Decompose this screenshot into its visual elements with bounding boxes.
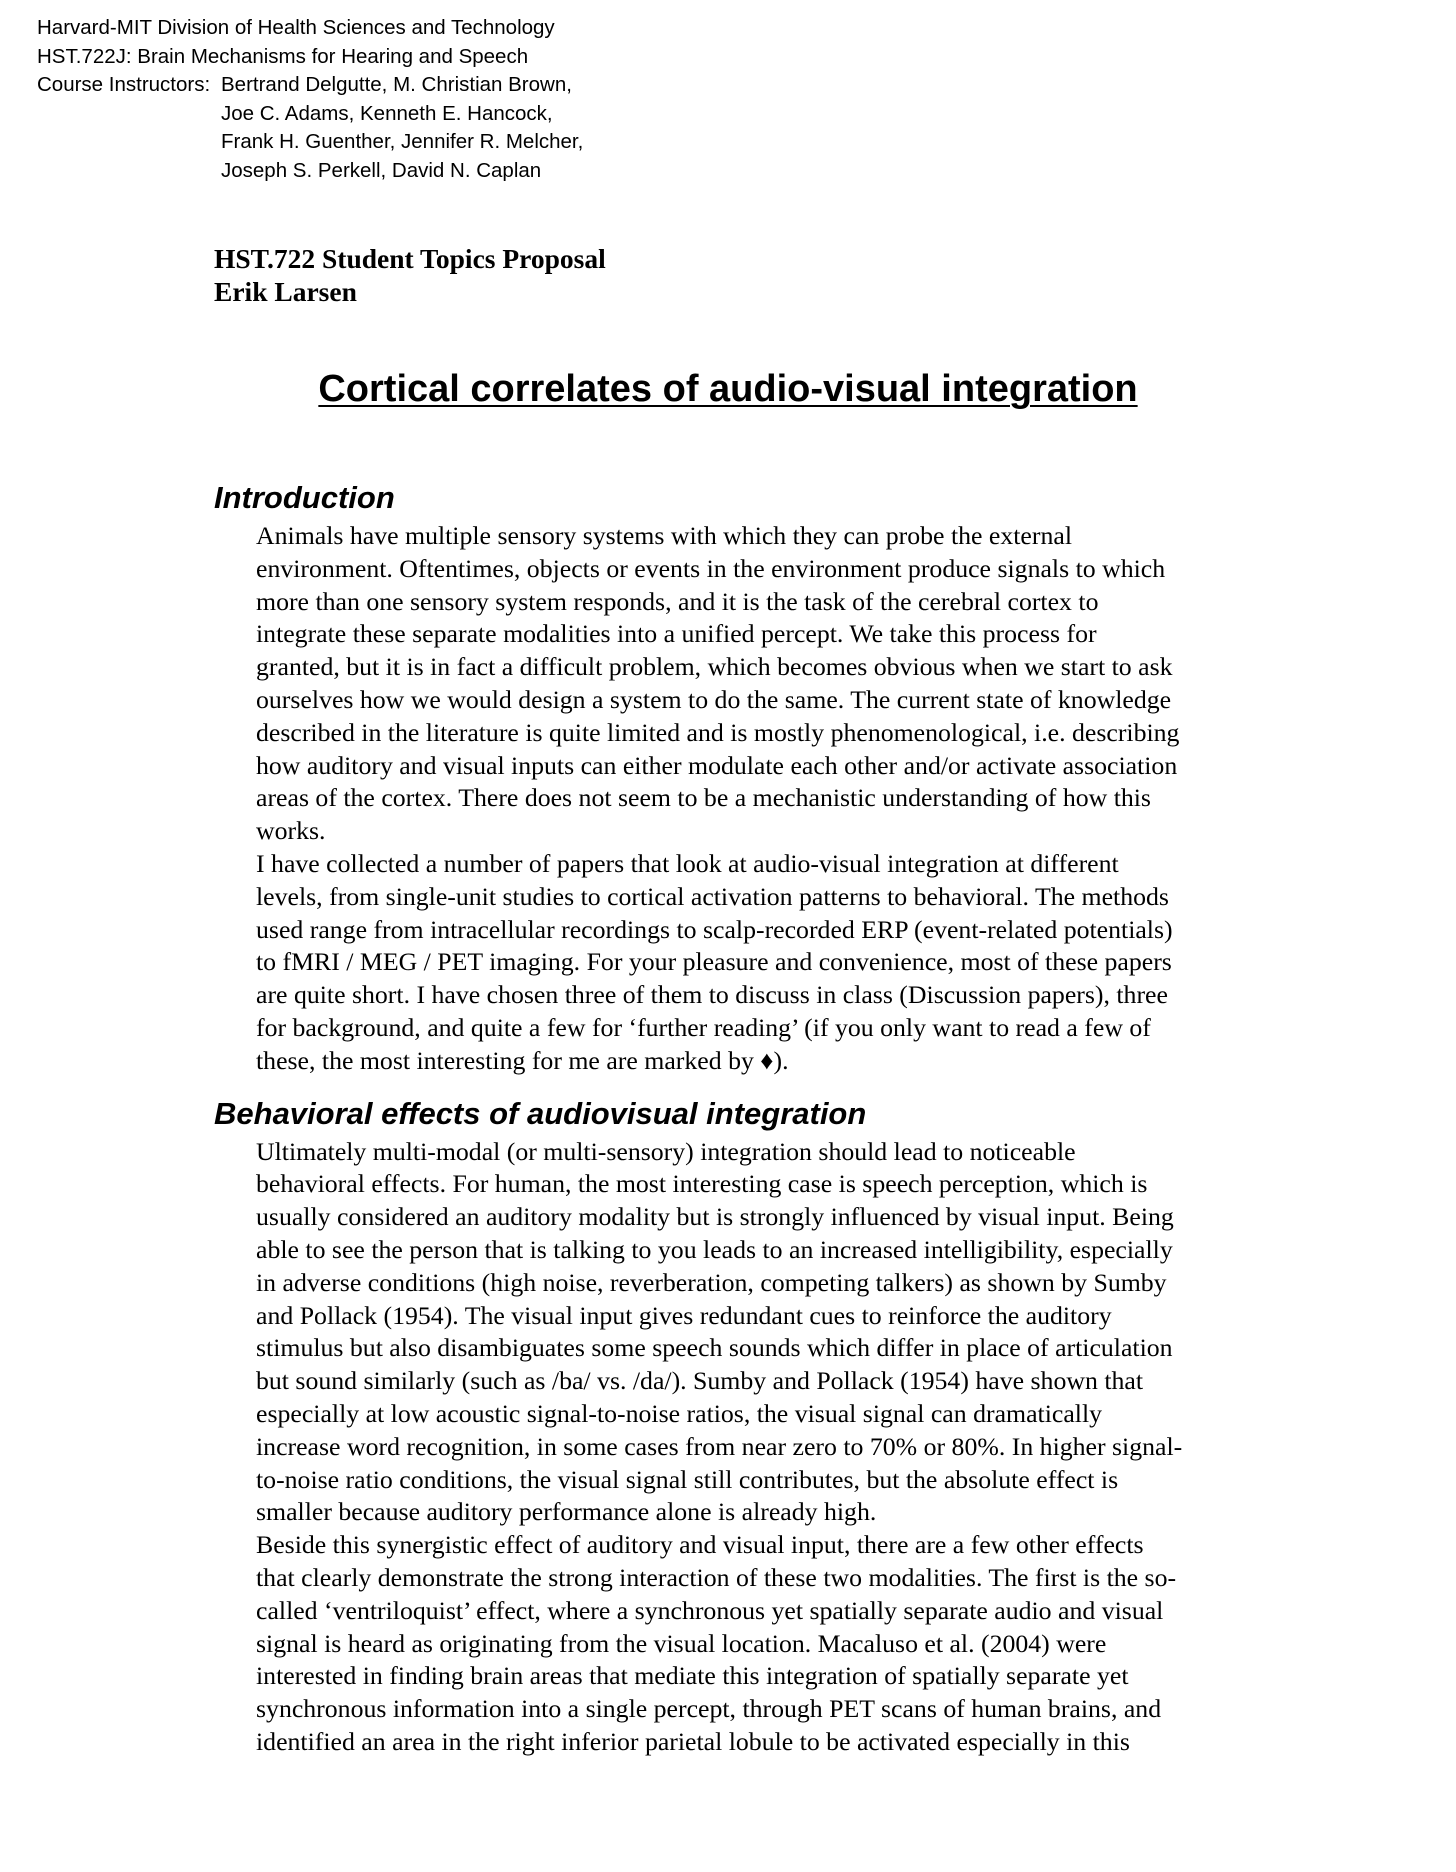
- paragraph-line: are quite short. I have chosen three of them to discuss in class (Discussion papers), three: [256, 980, 1168, 1010]
- paragraph-line: signal is heard as originating from the visual location. Macaluso et al. (2004) were: [256, 1628, 1107, 1658]
- paragraph-line: how auditory and visual inputs can either modulate each other and/or activate association: [256, 750, 1178, 780]
- header-institution: Harvard-MIT Division of Health Sciences and Technology: [37, 16, 555, 39]
- instructor-line: Joe C. Adams, Kenneth E. Hancock,: [221, 101, 553, 125]
- paragraph-line: synchronous information into a single percept, through PET scans of human brains, and: [256, 1694, 1162, 1724]
- paragraph-line: areas of the cortex. There does not seem to be a mechanistic understanding of how this: [256, 783, 1151, 813]
- paragraph-line: to-noise ratio conditions, the visual signal still contributes, but the absolute effect is: [256, 1464, 1119, 1494]
- paragraph-line: ourselves how we would design a system to do the same. The current state of knowledge: [256, 684, 1172, 714]
- paragraph-line: interested in finding brain areas that mediate this integration of spatially separate yet: [256, 1661, 1129, 1691]
- proposal-title: HST.722 Student Topics Proposal: [214, 243, 606, 274]
- body-paragraph: [214, 1136, 1238, 1530]
- paragraph-line: usually considered an auditory modality but is strongly influenced by visual input. Being: [256, 1202, 1174, 1232]
- instructors-list: [221, 71, 583, 185]
- paragraph-line: but sound similarly (such as /ba/ vs. /da/). Sumby and Pollack (1954) have shown that: [256, 1366, 1144, 1396]
- paragraph-line: integrate these separate modalities into a unified percept. We take this process for: [256, 619, 1097, 649]
- proposal-author: Erik Larsen: [214, 276, 357, 307]
- course-header: [37, 14, 583, 185]
- paragraph-line: identified an area in the right inferior parietal lobule to be activated especially in this: [256, 1726, 1130, 1756]
- paragraph-line: I have collected a number of papers that look at audio-visual integration at different: [256, 848, 1119, 878]
- paragraph-line: stimulus but also disambiguates some speech sounds which differ in place of articulation: [256, 1333, 1173, 1363]
- paragraph-line: works.: [256, 816, 326, 846]
- paragraph-line: these, the most interesting for me are marked by ♦).: [256, 1045, 789, 1075]
- paragraph-line: able to see the person that is talking to you leads to an increased intelligibility, especially: [256, 1234, 1173, 1264]
- body-paragraph: [214, 848, 1238, 1078]
- paragraph-line: in adverse conditions (high noise, reverberation, competing talkers) as shown by Sumby: [256, 1267, 1167, 1297]
- instructor-line: Joseph S. Perkell, David N. Caplan: [221, 158, 542, 182]
- document-title: Cortical correlates of audio-visual integration: [318, 368, 1138, 410]
- paragraph-line: for background, and quite a few for ‘further reading’ (if you only want to read a few of: [256, 1012, 1151, 1042]
- paragraph-line: and Pollack (1954). The visual input gives redundant cues to reinforce the auditory: [256, 1300, 1112, 1330]
- paragraph-line: Animals have multiple sensory systems with which they can probe the external: [256, 521, 1072, 550]
- paragraph-line: used range from intracellular recordings to scalp-recorded ERP (event-related potentials): [256, 914, 1173, 944]
- body-paragraph: [214, 1529, 1238, 1759]
- paragraph-line: to fMRI / MEG / PET imaging. For your pleasure and convenience, most of these papers: [256, 947, 1172, 977]
- paragraph-line: levels, from single-unit studies to cortical activation patterns to behavioral. The methods: [256, 881, 1169, 911]
- paragraph-line: especially at low acoustic signal-to-noise ratios, the visual signal can dramatically: [256, 1398, 1103, 1428]
- paragraph-line: environment. Oftentimes, objects or events in the environment produce signals to which: [256, 553, 1166, 583]
- document-body: [214, 478, 1238, 1759]
- proposal-block: [214, 242, 606, 308]
- instructors-label: Course Instructors:: [37, 73, 211, 96]
- paragraph-line: more than one sensory system responds, and it is the task of the cerebral cortex to: [256, 586, 1099, 616]
- paragraph-line: called ‘ventriloquist’ effect, where a synchronous yet spatially separate audio and visual: [256, 1595, 1164, 1625]
- instructor-line: Frank H. Guenther, Jennifer R. Melcher,: [221, 130, 584, 153]
- section-heading: Behavioral effects of audiovisual integration: [214, 1095, 867, 1131]
- header-course: HST.722J: Brain Mechanisms for Hearing and Speech: [37, 44, 529, 68]
- paragraph-line: that clearly demonstrate the strong interaction of these two modalities. The first is the so-: [256, 1562, 1177, 1592]
- instructor-line: Bertrand Delgutte, M. Christian Brown,: [221, 73, 572, 96]
- paragraph-line: increase word recognition, in some cases from near zero to 70% or 80%. In higher signal-: [256, 1431, 1183, 1461]
- paragraph-line: behavioral effects. For human, the most interesting case is speech perception, which is: [256, 1169, 1148, 1199]
- paragraph-line: described in the literature is quite limited and is mostly phenomenological, i.e. describing: [256, 717, 1180, 747]
- section-heading: Introduction: [214, 480, 395, 515]
- paragraph-line: smaller because auditory performance alone is already high.: [256, 1497, 877, 1527]
- instructors-row: [37, 71, 583, 185]
- paragraph-line: Beside this synergistic effect of auditory and visual input, there are a few other effects: [256, 1530, 1144, 1560]
- body-paragraph: [214, 520, 1238, 848]
- paragraph-line: Ultimately multi-modal (or multi-sensory) integration should lead to noticeable: [256, 1136, 1076, 1166]
- paragraph-line: granted, but it is in fact a difficult problem, which becomes obvious when we start to ask: [256, 652, 1173, 682]
